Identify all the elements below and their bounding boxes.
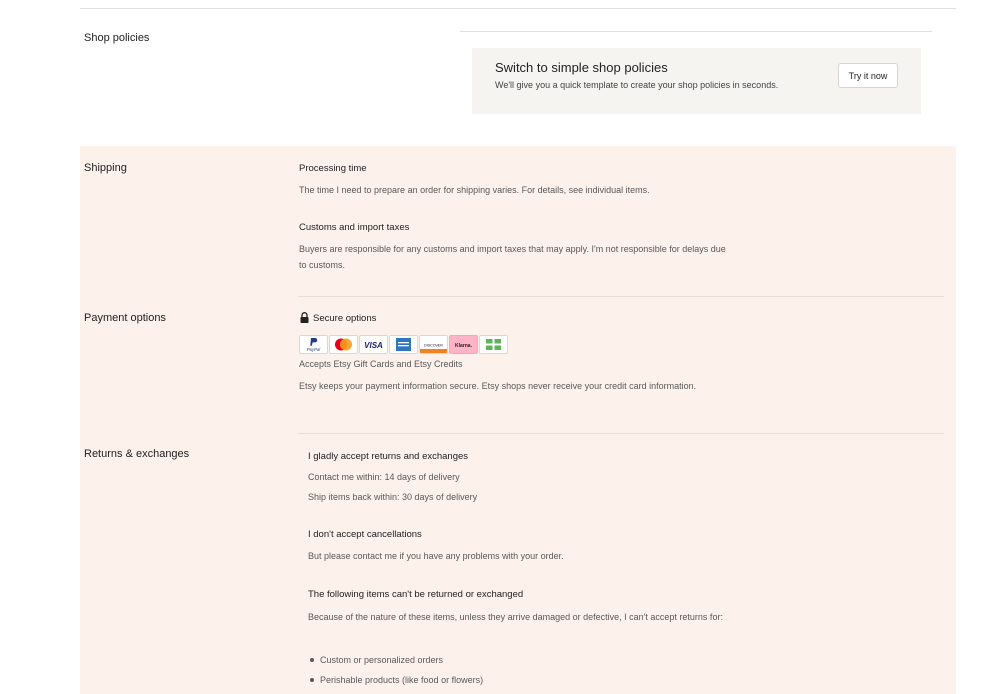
promo-divider	[460, 31, 932, 32]
secure-options-label: Secure options	[313, 313, 377, 324]
payment-divider	[298, 433, 944, 434]
excluded-items-heading: The following items can't be returned or exchanged	[308, 589, 524, 600]
visa-label: VISA	[364, 341, 383, 350]
customs-text: Buyers are responsible for any customs and import taxes that may apply. I'm not responsible for delays due to customs.	[299, 244, 726, 270]
paypal-label: PayPal	[306, 347, 321, 352]
gift-cards-text: Accepts Etsy Gift Cards and Etsy Credits	[299, 359, 463, 369]
cancellations-heading: I don't accept cancellations	[308, 529, 422, 540]
klarna-icon	[449, 335, 478, 354]
ship-back-window-text: Ship items back within: 30 days of delivery	[308, 492, 478, 502]
cancellations-text: But please contact me if you have any problems with your order.	[308, 551, 564, 561]
excluded-items-list	[308, 650, 483, 690]
promo-title: Switch to simple shop policies	[495, 60, 668, 75]
paypal-icon	[299, 335, 328, 354]
discover-icon	[419, 335, 448, 354]
lock-icon	[300, 312, 309, 323]
accept-returns-heading: I gladly accept returns and exchanges	[308, 451, 469, 462]
payment-options-title: Payment options	[84, 312, 166, 324]
klarna-label: Klarna.	[455, 343, 472, 349]
promo-description: We'll give you a quick template to create your shop policies in seconds.	[495, 80, 779, 90]
amex-icon	[389, 335, 418, 354]
visa-icon	[359, 335, 388, 354]
processing-time-heading: Processing time	[299, 163, 367, 174]
payment-methods	[299, 335, 508, 354]
gift-card-icon	[479, 335, 508, 354]
shipping-divider	[298, 296, 944, 297]
list-item: Perishable products (like food or flowers)	[308, 670, 483, 690]
shop-policies-title: Shop policies	[84, 32, 150, 44]
try-it-now-button[interactable]: Try it now	[838, 63, 898, 88]
payment-security-text: Etsy keeps your payment information secure. Etsy shops never receive your credit card information.	[299, 381, 697, 391]
discover-label: DISCOVER	[424, 343, 443, 348]
mastercard-icon	[329, 335, 358, 354]
contact-window-text: Contact me within: 14 days of delivery	[308, 472, 460, 482]
excluded-items-text: Because of the nature of these items, unless they arrive damaged or defective, I can't accept returns for:	[308, 612, 723, 622]
policies-section	[80, 146, 956, 694]
customs-heading: Customs and import taxes	[299, 222, 410, 233]
returns-title: Returns & exchanges	[84, 448, 190, 460]
list-item: Custom or personalized orders	[308, 650, 483, 670]
processing-time-text: The time I need to prepare an order for shipping varies. For details, see individual items.	[299, 185, 650, 195]
top-divider	[80, 8, 956, 9]
simple-policies-promo	[472, 48, 921, 114]
shipping-title: Shipping	[84, 162, 127, 174]
